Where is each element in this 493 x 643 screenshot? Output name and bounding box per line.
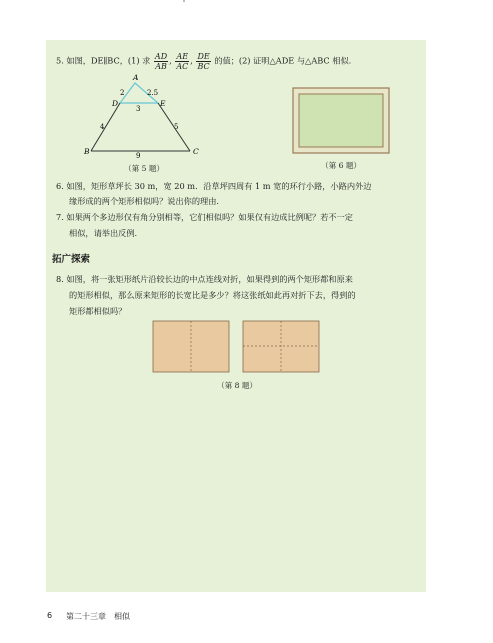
question-7-line-2: 相似，请举出反例.	[69, 228, 138, 238]
length-de: 3	[136, 105, 141, 113]
length-db: 4	[100, 123, 105, 131]
question-6-line-2: 缘形成的两个矩形相似吗？说出你的理由.	[69, 196, 219, 206]
question-5: 5. 如图，DE∥BC，(1) 求 $\frac{AD}{AB}$ , $\frac{AE}{AC}$ , $\frac{DE}{BC}$ 的值；(2) 证明△ADE 与△ABC 相似.	[56, 52, 352, 71]
label-B: B	[84, 147, 90, 156]
figure-8-caption: （第 8 题）	[217, 381, 258, 390]
label-C: C	[193, 147, 199, 156]
question-7-line-1: 7. 如果两个多边形仅有角分别相等，它们相似吗？如果仅有边成比例呢？若不一定	[56, 212, 353, 222]
figure-6-caption: （第 6 题）	[321, 161, 362, 170]
fraction-denominator: AC	[176, 62, 189, 71]
fraction-denominator: AB	[155, 62, 167, 71]
length-ae: 2.5	[147, 89, 159, 97]
page-number: 6	[47, 611, 53, 620]
length-bc: 9	[136, 152, 141, 160]
chapter-title: 第二十三章 相似	[66, 612, 130, 621]
fraction-numerator: AE	[176, 52, 189, 61]
q5-prefix: 5. 如图，DE∥BC，(1) 求	[56, 55, 151, 66]
fraction-numerator: DE	[197, 52, 210, 61]
figure-5-caption: （第 5 题）	[124, 164, 165, 173]
question-8-line-1: 8. 如图，将一张矩形纸片沿较长边的中点连线对折，如果得到的两个矩形都和原来	[56, 274, 353, 284]
label-D: D	[112, 99, 119, 108]
length-ad: 2	[120, 89, 125, 97]
fraction-numerator: AD	[154, 52, 168, 61]
label-A: A	[133, 73, 139, 82]
q5-suffix: 的值；(2) 证明△ADE 与△ABC 相似.	[214, 55, 352, 66]
fraction-denominator: BC	[197, 62, 210, 71]
question-6-line-1: 6. 如图，矩形草坪长 30 m，宽 20 m．沿草坪四周有 1 m 宽的环行小路，小路内外边	[56, 181, 372, 191]
question-8-line-2: 的矩形相似，那么原来矩形的长宽比是多少？将这张纸如此再对折下去，得到的	[69, 290, 356, 300]
label-E: E	[160, 99, 166, 108]
question-8-line-3: 矩形都相似吗？	[69, 306, 127, 316]
length-ec: 5	[174, 123, 179, 131]
section-heading: 拓广探索	[52, 254, 91, 265]
